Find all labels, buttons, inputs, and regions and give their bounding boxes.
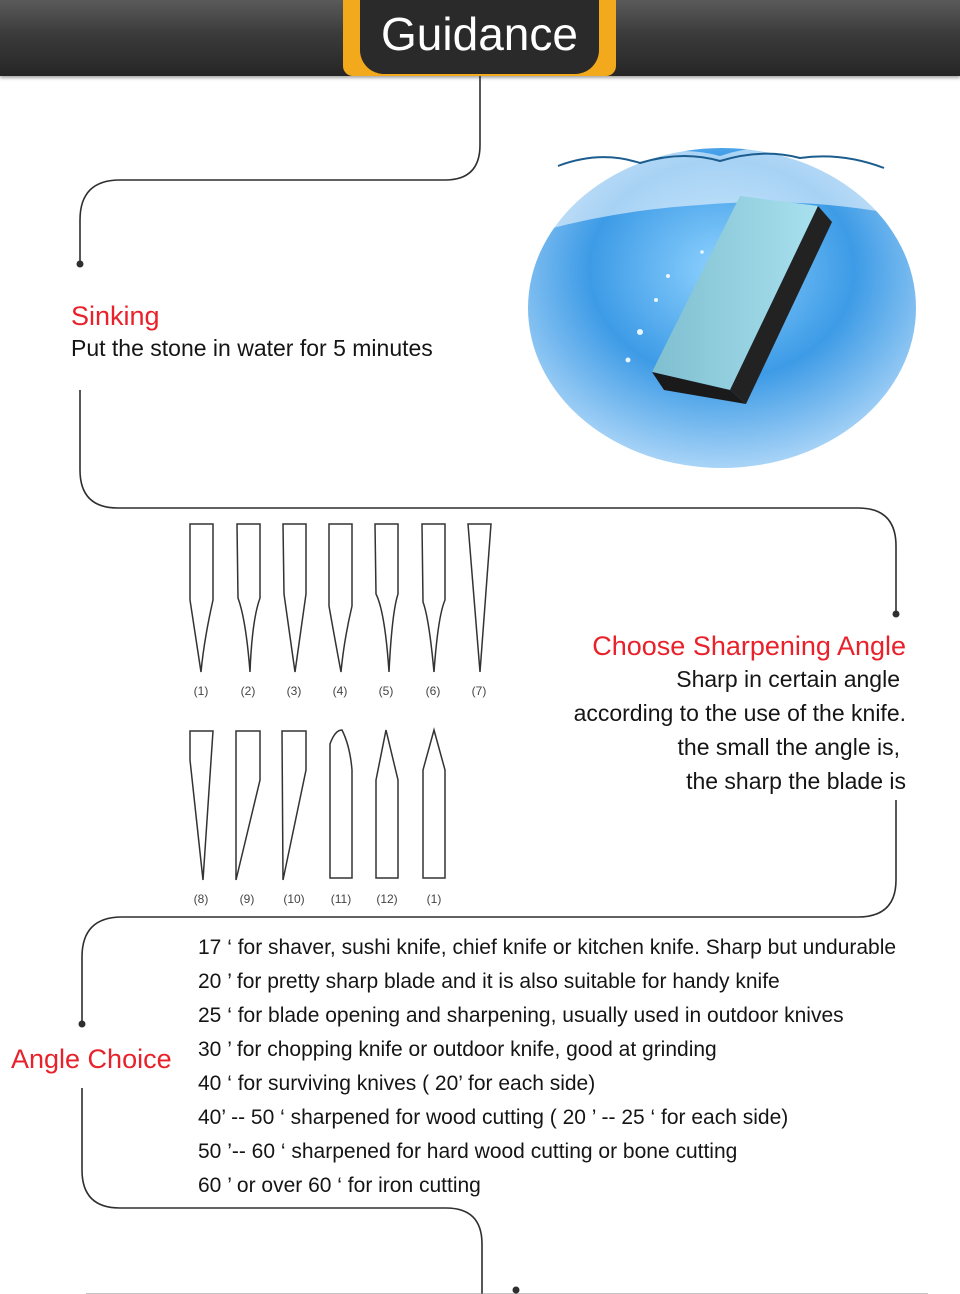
blade-label: (2): [240, 684, 256, 698]
blade-10: [282, 731, 306, 880]
blade-4: [329, 524, 352, 672]
angle-section-line: according to the use of the knife.: [573, 700, 906, 726]
blade-label: (3): [286, 684, 302, 698]
blade-label: (1): [426, 892, 442, 906]
angle-choice-title: Angle Choice: [11, 1044, 172, 1074]
blade-2: [237, 524, 260, 672]
blade-7: [468, 524, 491, 672]
connector-dot-choice: [79, 1021, 86, 1028]
blade-label: (8): [193, 892, 209, 906]
connector-dot-angle: [893, 611, 900, 618]
blade-label: (9): [239, 892, 255, 906]
blade-label: (12): [376, 892, 398, 906]
sinking-text: Put the stone in water for 5 minutes: [71, 335, 433, 361]
blade-6: [422, 524, 445, 672]
water-stone-illustration: [528, 148, 916, 468]
angle-section-title: Choose Sharpening Angle: [592, 631, 906, 661]
angle-choice-item: 25 ‘ for blade opening and sharpening, usually used in outdoor knives: [198, 1004, 844, 1027]
blade-8: [190, 731, 213, 880]
angle-section-line: Sharp in certain angle: [676, 666, 900, 692]
angle-choice-item: 20 ’ for pretty sharp blade and it is also suitable for handy knife: [198, 970, 780, 993]
blade-label: (4): [332, 684, 348, 698]
connector-dot-sinking: [77, 261, 84, 268]
angle-choice-item: 40 ‘ for surviving knives ( 20’ for each side): [198, 1072, 596, 1095]
angle-choice-item: 60 ’ or over 60 ‘ for iron cutting: [198, 1174, 481, 1197]
blade-label: (10): [283, 892, 305, 906]
angle-section-line: the sharp the blade is: [686, 768, 906, 794]
connector-dot-bottom: [513, 1287, 520, 1294]
blade-label: (7): [471, 684, 487, 698]
blade-3: [283, 524, 306, 672]
blade-1: [190, 524, 213, 672]
blade-5: [375, 524, 398, 672]
blade-diagrams-row1: [190, 524, 491, 672]
blade-label: (5): [378, 684, 394, 698]
angle-choice-item: 50 ’-- 60 ‘ sharpened for hard wood cutting or bone cutting: [198, 1140, 738, 1163]
blade-label: (6): [425, 684, 441, 698]
blade-diagrams-row2: [190, 730, 445, 880]
page-title: Guidance: [381, 8, 578, 60]
angle-choice-item: 40’ -- 50 ‘ sharpened for wood cutting ( 20 ’ -- 25 ‘ for each side): [198, 1106, 789, 1129]
blade-11: [330, 730, 352, 878]
blade-label: (11): [330, 892, 352, 906]
blade-label: (1): [193, 684, 209, 698]
sinking-title: Sinking: [71, 301, 160, 331]
angle-section-line: the small the angle is,: [677, 734, 900, 760]
angle-choice-item: 30 ’ for chopping knife or outdoor knife, good at grinding: [198, 1038, 717, 1061]
blade-9: [236, 731, 260, 880]
angle-choice-item: 17 ‘ for shaver, sushi knife, chief knife or kitchen knife. Sharp but undurable: [198, 936, 897, 959]
blade-12: [376, 730, 398, 878]
blade-13: [423, 730, 445, 878]
